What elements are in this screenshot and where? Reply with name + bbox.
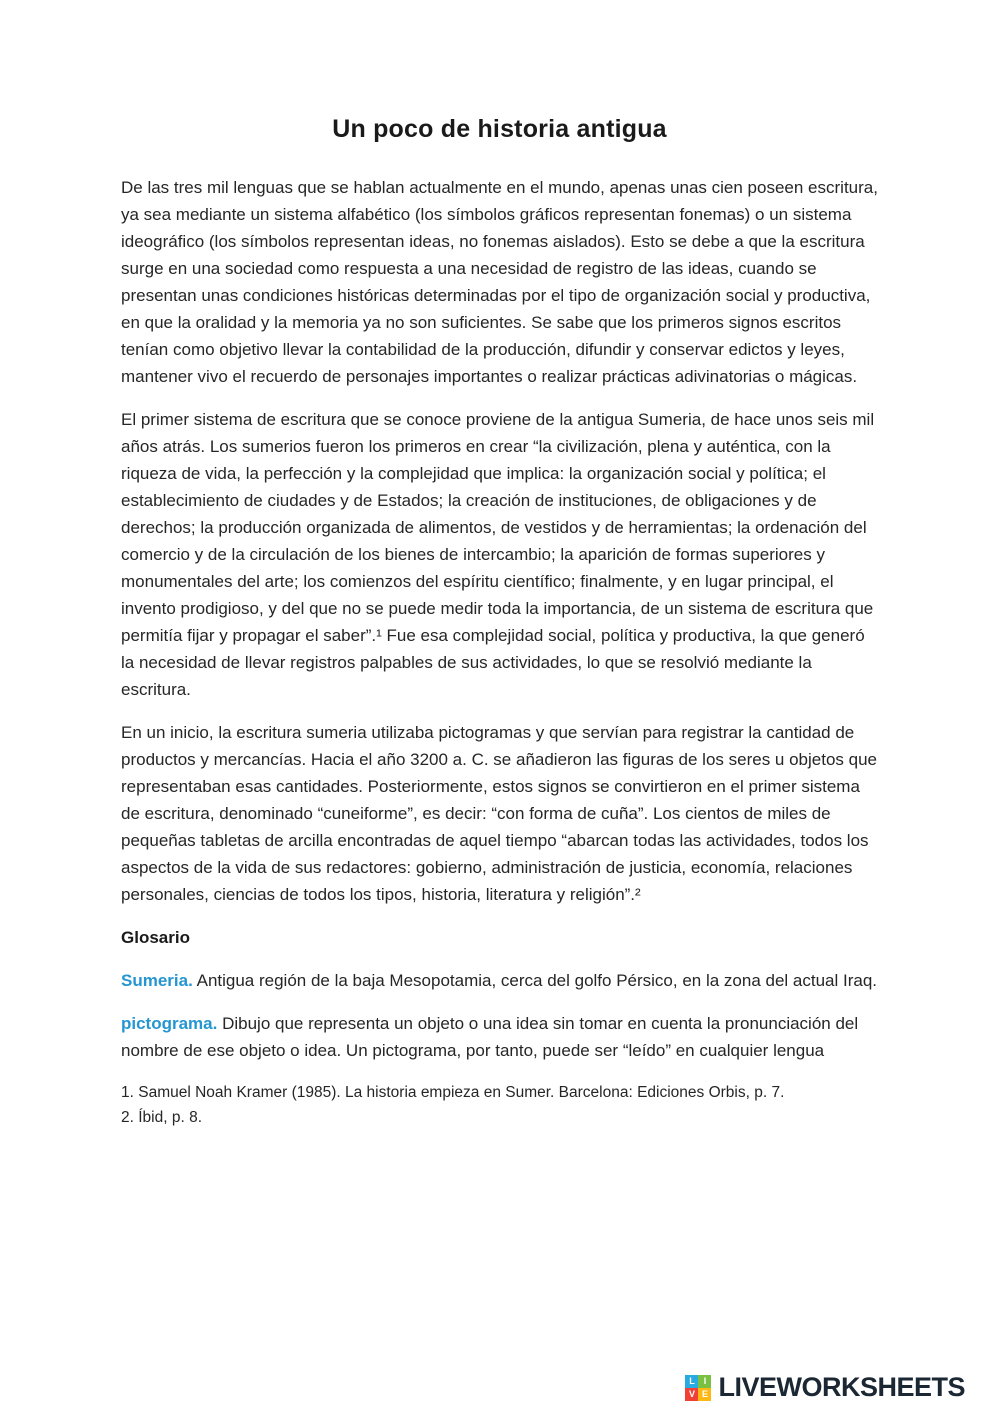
liveworksheets-brand-text: LIVEWORKSHEETS (718, 1372, 965, 1402)
logo-letter-i: I (698, 1375, 711, 1388)
footnote-1: 1. Samuel Noah Kramer (1985). La historia empieza en Sumer. Barcelona: Ediciones Orbis, p. 7. (121, 1084, 785, 1101)
logo-letter-v: V (685, 1388, 698, 1401)
paragraph-writing-systems: De las tres mil lenguas que se hablan actualmente en el mundo, apenas unas cien poseen escritura, ya sea mediante un sistema alfabético (los símbolos gráficos representan fonemas) o un sistema ideográfico (los símbolos representan ideas, no fonemas aislados). Esto se debe a que la escritura surge en una sociedad como respuesta a una necesidad de registro de las ideas, cuando se presentan unas condiciones históricas determinadas por el tipo de organización social y productiva, en que la oralidad y la memoria ya no son suficientes. Se sabe que los primeros signos escritos tenían como objetivo llevar la contabilidad de la producción, difundir y conservar edictos y leyes, mantener vivo el recuerdo de personajes importantes o realizar prácticas adivinatorias o mágicas. (121, 178, 878, 386)
glossary-term-pictograma: pictograma. (121, 1014, 218, 1033)
paragraph-sumeria: El primer sistema de escritura que se conoce proviene de la antigua Sumeria, de hace unos seis mil años atrás. Los sumerios fueron los primeros en crear “la civilización, plena y auténtica, con la riqueza de vida, la perfección y la complejidad que implica: la organización social y política; el establecimiento de ciudades y de Estados; la creación de instituciones, de obligaciones y de derechos; la producción organizada de alimentos, de vestidos y de herramientas; la ordenación del comercio y de la circulación de los bienes de intercambio; la aparición de formas superiores y monumentales del arte; los comienzos del espíritu científico; finalmente, y en lugar principal, el invento prodigioso, y del que no se puede medir toda la importancia, de un sistema de escritura que permitía fijar y propagar el saber”.¹ Fue esa complejidad social, política y productiva, la que generó la necesidad de llevar registros palpables de sus actividades, lo que se resolvió mediante la escritura. (121, 410, 875, 699)
footnotes (121, 1080, 878, 1130)
liveworksheets-footer (685, 1372, 965, 1403)
glossary-heading: Glosario (121, 928, 190, 947)
footnote-2: 2. Íbid, p. 8. (121, 1109, 202, 1126)
liveworksheets-logo-icon (685, 1375, 711, 1401)
logo-letter-l: L (685, 1375, 698, 1388)
glossary-entry-pictograma (121, 1010, 878, 1064)
glossary-term-sumeria: Sumeria. (121, 971, 193, 990)
logo-letter-e: E (698, 1388, 711, 1401)
glossary-definition-pictograma: Dibujo que representa un objeto o una idea sin tomar en cuenta la pronunciación del nombre de ese objeto o idea. Un pictograma, por tanto, puede ser “leído” en cualquier lengua (121, 1014, 859, 1060)
glossary-entry-sumeria (121, 967, 878, 994)
paragraph-pictograms: En un inicio, la escritura sumeria utilizaba pictogramas y que servían para registrar la cantidad de productos y mercancías. Hacia el año 3200 a. C. se añadieron las figuras de los seres u objetos que representaban esas cantidades. Posteriormente, estos signos se convirtieron en el primer sistema de escritura, denominado “cuneiforme”, es decir: “con forma de cuña”. Los cientos de miles de pequeñas tabletas de arcilla encontradas de aquel tiempo “abarcan todas las actividades, todos los aspectos de la vida de sus redactores: gobierno, administración de justicia, economía, relaciones personales, ciencias de todos los tipos, historia, literatura y religión”.² (121, 723, 877, 904)
glossary-definition-sumeria: Antigua región de la baja Mesopotamia, cerca del golfo Pérsico, en la zona del actual Iraq. (196, 971, 878, 990)
page-title: Un poco de historia antigua (332, 115, 667, 143)
